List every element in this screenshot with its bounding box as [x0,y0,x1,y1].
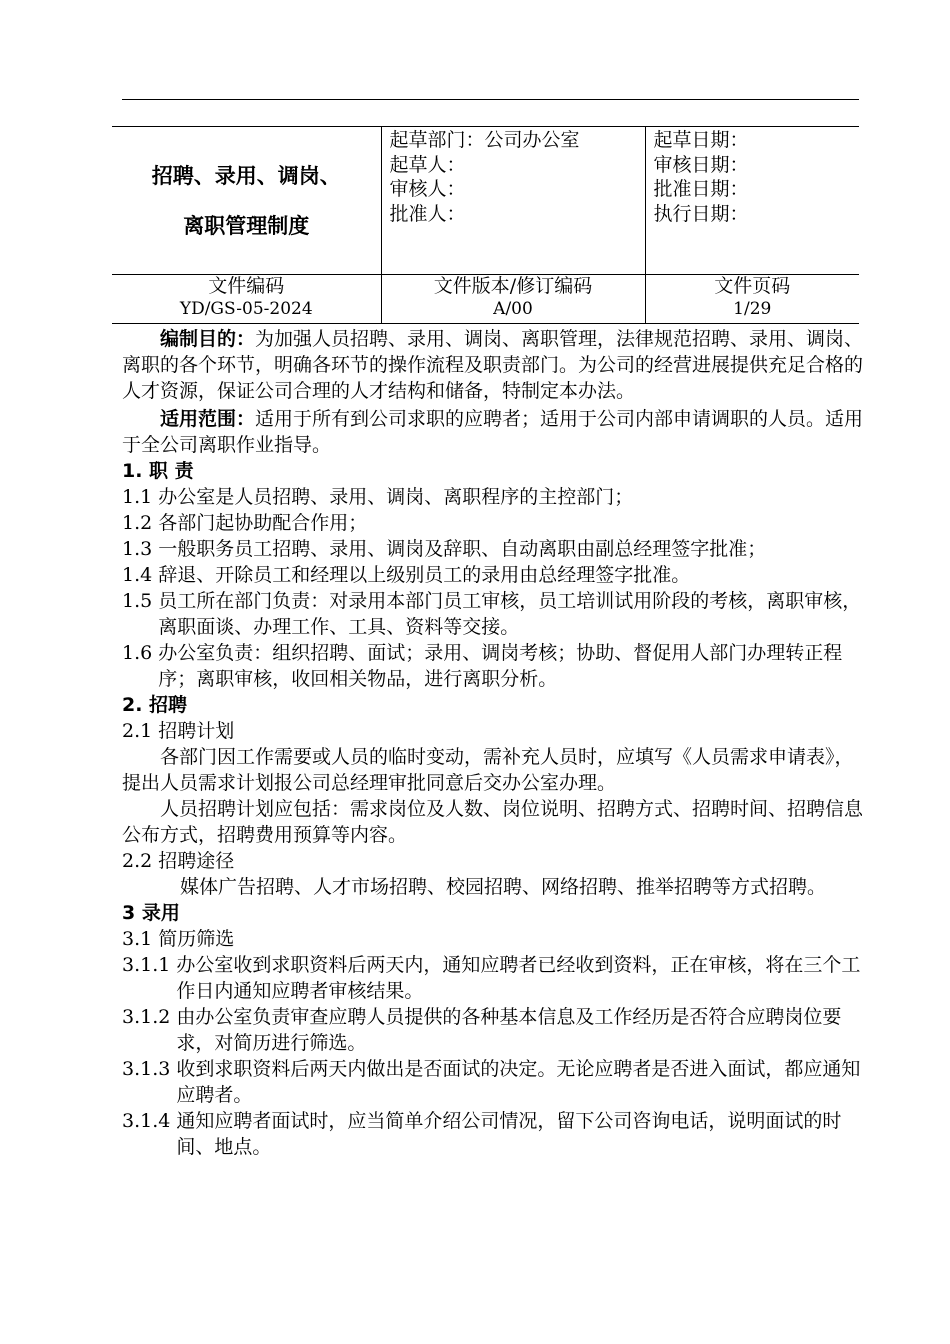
section-1-heading: 1. 职 责 [122,460,194,482]
document-body [122,326,867,1160]
section-2-2-paragraph: 媒体广告招聘、人才市场招聘、校园招聘、网络招聘、推举招聘等方式招聘。 [180,876,827,898]
list-item: 1.5 员工所在部门负责：对录用本部门员工审核，员工培训试用阶段的考核，离职审核，离职面谈、办理工作、工具、资料等交接。 [122,590,862,638]
approval-date: 批准日期： [653,178,749,200]
list-item: 1.6 办公室负责：组织招聘、面试；录用、调岗考核；协助、督促用人部门办理转正程序；离职审核，收回相关物品，进行离职分析。 [122,642,843,690]
document-header-table [112,126,859,324]
section-1-list [122,484,867,692]
effective-date: 执行日期： [653,202,749,225]
scope-text: 适用于所有到公司求职的应聘者；适用于公司内部申请调职的人员。适用于全公司离职作业指导。 [122,408,864,456]
section-3-1-heading: 3.1 简历筛选 [122,928,235,950]
section-3-list [122,952,867,1160]
doc-number: YD/GS-05-2024 [179,299,313,319]
drafting-dept: 起草部门：公司办公室 [389,129,580,151]
list-item: 1.4 辞退、开除员工和经理以上级别员工的录用由总经理签字批准。 [122,564,691,586]
list-item: 1.1 办公室是人员招聘、录用、调岗、离职程序的主控部门； [122,486,634,508]
list-item: 1.2 各部门起协助配合作用； [122,512,368,534]
drafter: 起草人： [389,153,466,176]
list-item: 3.1.3 收到求职资料后两天内做出是否面试的决定。无论应聘者是否进入面试，都应通知应聘者。 [122,1058,861,1106]
section-3-heading: 3 录用 [122,902,180,924]
purpose-label: 编制目的： [160,328,256,350]
list-item: 1.3 一般职务员工招聘、录用、调岗及辞职、自动离职由副总经理签字批准； [122,538,767,560]
section-2-1-paragraph-1: 各部门因工作需要或人员的临时变动，需补充人员时，应填写《人员需求申请表》，提出人员需求计划报公司总经理审批同意后交办公室办理。 [122,746,854,794]
purpose-text: 为加强人员招聘、录用、调岗、离职管理，法律规范招聘、录用、调岗、离职的各个环节，明确各环节的操作流程及职责部门。为公司的经营进展提供充足合格的人才资源，保证公司合理的人才结构和储备，特制定本办法。 [122,328,864,402]
section-2-1-paragraph-2: 人员招聘计划应包括：需求岗位及人数、岗位说明、招聘方式、招聘时间、招聘信息公布方式，招聘费用预算等内容。 [122,798,864,846]
version-cell [381,275,645,324]
scope-paragraph [122,406,867,458]
section-2-1-heading: 2.1 招聘计划 [122,720,235,742]
page-cell [645,275,859,324]
title-line-1: 招聘、录用、调岗、 [151,163,341,188]
drafting-info [381,127,645,275]
purpose-paragraph [122,326,867,404]
page-label: 文件页码 [714,275,791,297]
list-item: 3.1.2 由办公室负责审查应聘人员提供的各种基本信息及工作经历是否符合应聘岗位要求，对简历进行筛选。 [122,1006,842,1054]
scope-label: 适用范围： [160,408,256,430]
document-title [112,127,381,275]
review-date: 审核日期： [653,153,749,176]
reviewer: 审核人： [389,178,466,200]
list-item: 3.1.1 办公室收到求职资料后两天内，通知应聘者已经收到资料，正在审核，将在三个工作日内通知应聘者审核结果。 [122,954,861,1002]
section-2-2-heading: 2.2 招聘途径 [122,850,235,872]
version: A/00 [493,299,533,319]
doc-number-cell [112,275,381,324]
section-2-heading: 2. 招聘 [122,694,188,716]
doc-number-label: 文件编码 [208,275,285,297]
list-item: 3.1.4 通知应聘者面试时，应当简单介绍公司情况，留下公司咨询电话，说明面试的时间、地点。 [122,1110,842,1158]
page-number: 1/29 [733,299,772,319]
title-line-2: 离职管理制度 [183,213,310,238]
top-rule [122,99,859,100]
date-info [645,127,859,275]
approver: 批准人： [389,202,466,225]
draft-date: 起草日期： [653,129,749,151]
version-label: 文件版本/修订编码 [433,275,593,297]
